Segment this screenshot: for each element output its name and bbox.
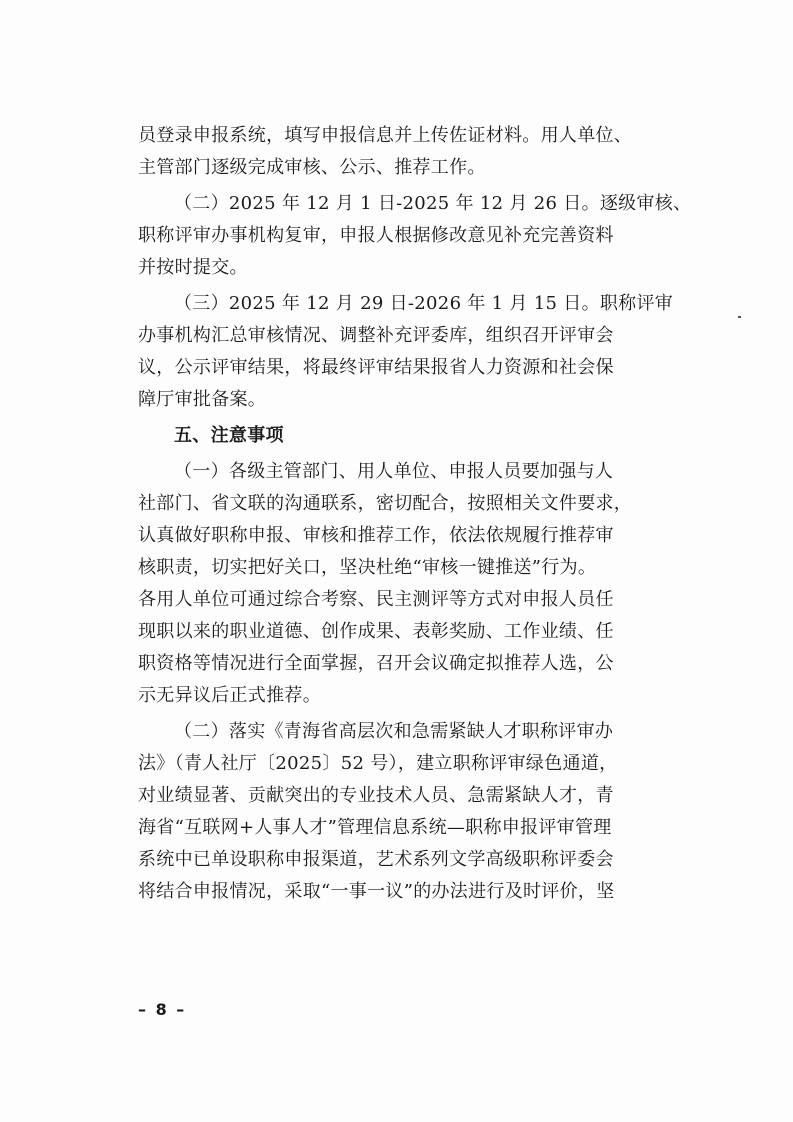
paragraph-line: 主管部门逐级完成审核、公示、推荐工作。: [138, 157, 486, 178]
paragraph-line: 将结合申报情况，采取“一事一议”的办法进行及时评价，坚: [138, 881, 615, 902]
paragraph-line: 海省“互联网+人事人才”管理信息系统—职称申报评审管理: [138, 817, 612, 838]
paragraph-line: 议，公示评审结果，将最终评审结果报省人力资源和社会保: [138, 357, 614, 378]
paragraph-line: 示无异议后正式推荐。: [138, 685, 321, 706]
paragraph-line: 职资格等情况进行全面掌握，召开会议确定拟推荐人选，公: [138, 653, 614, 674]
document-body: [138, 120, 692, 908]
paragraph-line: 认真做好职称申报、审核和推荐工作，依法依规履行推荐审: [138, 525, 614, 546]
section-heading: 五、注意事项: [174, 425, 284, 446]
paragraph-line: （三）2025 年 12 月 29 日-2026 年 1 月 15 日。职称评审: [174, 293, 674, 314]
paragraph-line: 法》（青人社厅〔2025〕52 号），建立职称评审绿色通道，: [138, 753, 618, 774]
paragraph-line: 核职责，切实把好关口，坚决杜绝“审核一键推送”行为。: [138, 557, 597, 578]
paragraph-line: （二）落实《青海省高层次和急需紧缺人才职称评审办: [174, 721, 614, 742]
scan-speck: [738, 316, 741, 318]
paragraph-line: 现职以来的职业道德、创作成果、表彰奖励、工作业绩、任: [138, 621, 614, 642]
page-number: – 8 –: [138, 1000, 187, 1019]
paragraph-line: （二）2025 年 12 月 1 日-2025 年 12 月 26 日。逐级审核、: [174, 193, 692, 214]
paragraph-line: （一）各级主管部门、用人单位、申报人员要加强与人: [174, 461, 614, 482]
paragraph-line: 员登录申报系统，填写申报信息并上传佐证材料。用人单位、: [138, 125, 633, 146]
paragraph-line: 系统中已单设职称申报渠道，艺术系列文学高级职称评委会: [138, 849, 614, 870]
paragraph-line: 各用人单位可通过综合考察、民主测评等方式对申报人员任: [138, 589, 614, 610]
paragraph-line: 职称评审办事机构复审，申报人根据修改意见补充完善资料: [138, 225, 614, 246]
paragraph-line: 社部门、省文联的沟通联系，密切配合，按照相关文件要求，: [138, 493, 633, 514]
paragraph-line: 障厅审批备案。: [138, 389, 267, 410]
paragraph-line: 并按时提交。: [138, 257, 248, 278]
paragraph-line: 办事机构汇总审核情况、调整补充评委库，组织召开评审会: [138, 325, 614, 346]
paragraph-line: 对业绩显著、贡献突出的专业技术人员、急需紧缺人才，青: [138, 785, 614, 806]
